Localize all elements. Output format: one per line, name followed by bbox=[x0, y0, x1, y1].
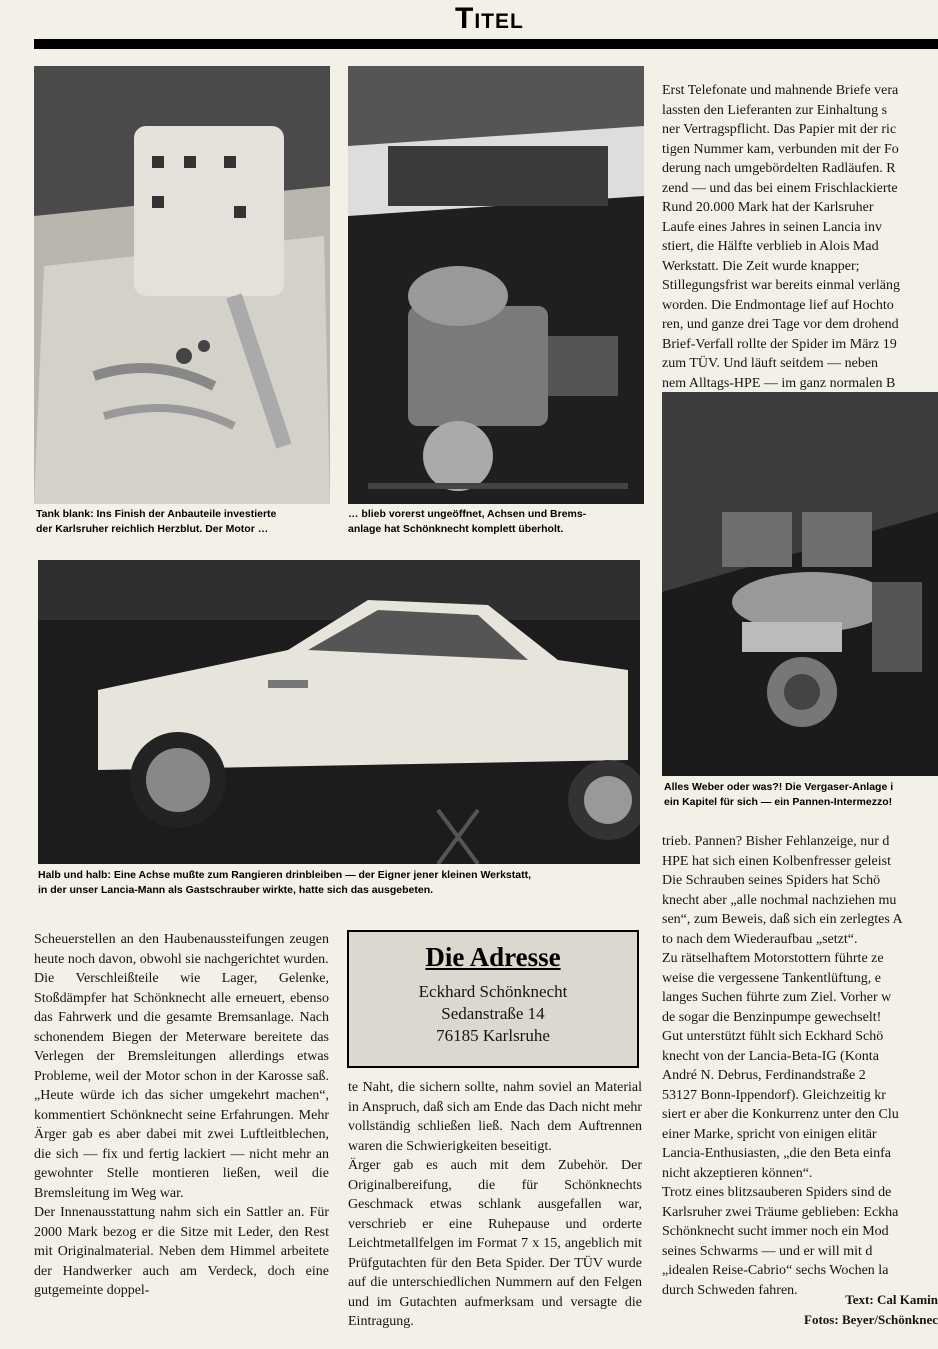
paragraph: Ärger gab es auch mit dem Zubehör. Der Originalbereifung, die für Schönknechts Geschmack etwas schlank ausgefallen war, verschrieb er eine Ruhepause und orderte Leichtmetallfelgen im Format 7 x 15, angeblich mit Prüfgutachten für den Beta Spider. Der TÜV wurde auf die unterschiedlichen Nummern auf den Felgen und im Gutachten aufmerksam und versagte die Eintragung. bbox=[348, 1158, 642, 1329]
tank-parts-photo bbox=[34, 66, 330, 504]
column-middle bbox=[348, 1078, 642, 1332]
caption-engine: … blieb vorerst ungeöffnet, Achsen und Brems- anlage hat Schönknecht komplett überholt. bbox=[348, 508, 587, 535]
column-left bbox=[34, 930, 329, 1301]
paragraph: trieb. Pannen? Bisher Fehlanzeige, nur d HPE hat sich einen Kolbenfresser geleist Die Schrauben seines Spiders hat Schö knecht aber „alle nochmal nachziehen mu sen“, zum Beweis, daß sich ein zerlegtes A to nach dem Wiederaufbau „setzt“. bbox=[662, 834, 903, 947]
address-name: Eckhard Schönknecht bbox=[418, 982, 568, 1001]
paragraph: Der Innenausstattung nahm sich ein Sattler an. Für 2000 Mark bezog er die Sitze mit Leder, den Rest mit Originalmaterial. Neben dem Himmel arbeitete der Handwerker auch am Verdeck, doch eine gutgemeinte doppel- bbox=[34, 1205, 329, 1298]
credit-photos: Fotos: Beyer/Schönknec bbox=[804, 1312, 938, 1327]
address-city: 76185 Karlsruhe bbox=[436, 1026, 550, 1045]
paragraph: Gut unterstützt fühlt sich Eckhard Schö knecht von der Lancia-Beta-IG (Konta André N. Debrus, Ferdinandstraße 2 53127 Bonn-Ippendorf). Gleichzeitig kr siert er aber die Konkurrenz unter den Clu einer Marke, spricht von einigen elitär Lancia-Enthusiasten, „die den Beta einfa nicht akzeptieren können“. bbox=[662, 1029, 899, 1181]
paragraph: Die Verschleißteile wie Lager, Gelenke, Stoßdämpfer hat Schönknecht alle erneuert, ebenso das Fahrwerk und die gesamte Bremsanlage. Nach schonendem Biegen der Meterware bereitete das Verlegen der Bremsleitungen allerdings etwas Probleme, weil der Motor schon in der Karosse saß. „Heute würde ich das sicher umgekehrt machen“, kommentiert Schönknecht seine Erfahrungen. Mehr Ärger gab es aber dabei mit zwei Luftleitblechen, die sich — fix und fertig lackiert — nicht mehr an gewohnter Stelle montieren ließen, weil die Bremsleitung im Weg war. bbox=[34, 971, 329, 1201]
car-body-photo bbox=[38, 560, 640, 864]
paragraph: Erst Telefonate und mahnende Briefe vera lassten den Lieferanten zur Einhaltung s ner Vertragspflicht. Das Papier mit der ric tigen Nummer kam, verbunden mit der Fo derung nach umgebördelten Radläufen. R zend — und das bei einem Frischlackierte Rund 20.000 Mark hat der Karlsruher Laufe eines Jahres in seinen Lancia inv stiert, die Hälfte verblieb in Alois Mad Werkstatt. Die Zeit wurde knapper; Stillegungsfrist war bereits einmal verläng worden. Die Endmontage lief auf Hochto ren, und ganze drei Tage vor dem drohend Brief-Verfall rollte der Spider im März 19 zum TÜV. Und läuft seitdem — neben nem Alltags-HPE — im ganz normalen B bbox=[662, 83, 900, 391]
address-box bbox=[347, 930, 639, 1068]
section-title: Titel bbox=[455, 2, 524, 35]
address-street: Sedanstraße 14 bbox=[441, 1004, 545, 1023]
engine-photo bbox=[348, 66, 644, 504]
paragraph: Trotz eines blitzsauberen Spiders sind de Karlsruher zwei Träume geblieben: Eckha Schönknecht sucht immer noch ein Mod seines Schwarms — und er will mit d „idealen Reise-Cabrio“ sechs Wochen la durch Schweden fahren. bbox=[662, 1185, 899, 1298]
address-box-title: Die Adresse bbox=[425, 942, 561, 972]
caption-weber: Alles Weber oder was?! Die Vergaser-Anlage i ein Kapitel für sich — ein Pannen-Intermezzo! bbox=[664, 781, 894, 808]
paragraph: te Naht, die sichern sollte, nahm soviel an Material in Anspruch, daß sich am Ende das Dach nicht mehr vollständig schließen ließ. Nach dem Auftrennen waren die Schwierigkeiten beseitigt. bbox=[348, 1080, 642, 1154]
column-right-top bbox=[662, 81, 938, 393]
credit-text: Text: Cal Kamin bbox=[845, 1292, 938, 1307]
carburetor-photo bbox=[662, 392, 938, 776]
header-rule bbox=[34, 39, 938, 49]
paragraph: Zu rätselhaftem Motorstottern führte ze weise die vergessene Tankentlüftung, e langes Suchen führte zum Ziel. Vorher w de sogar die Benzinpumpe gewechselt! bbox=[662, 951, 892, 1025]
caption-body: Halb und halb: Eine Achse mußte zum Rangieren drinbleiben — der Eigner jener kleinen Werkstatt, in der unser Lancia-Mann als Gastschrauber wirkte, hatte sich das ausgebeten. bbox=[38, 869, 532, 896]
column-right-bottom bbox=[662, 832, 938, 1300]
paragraph: Scheuerstellen an den Haubenaussteifungen zeugen heute noch davon, obwohl sie nachgerichtet wurden. bbox=[34, 932, 329, 967]
caption-tank: Tank blank: Ins Finish der Anbauteile investierte der Karlsruher reichlich Herzblut. Der Motor … bbox=[36, 508, 277, 535]
